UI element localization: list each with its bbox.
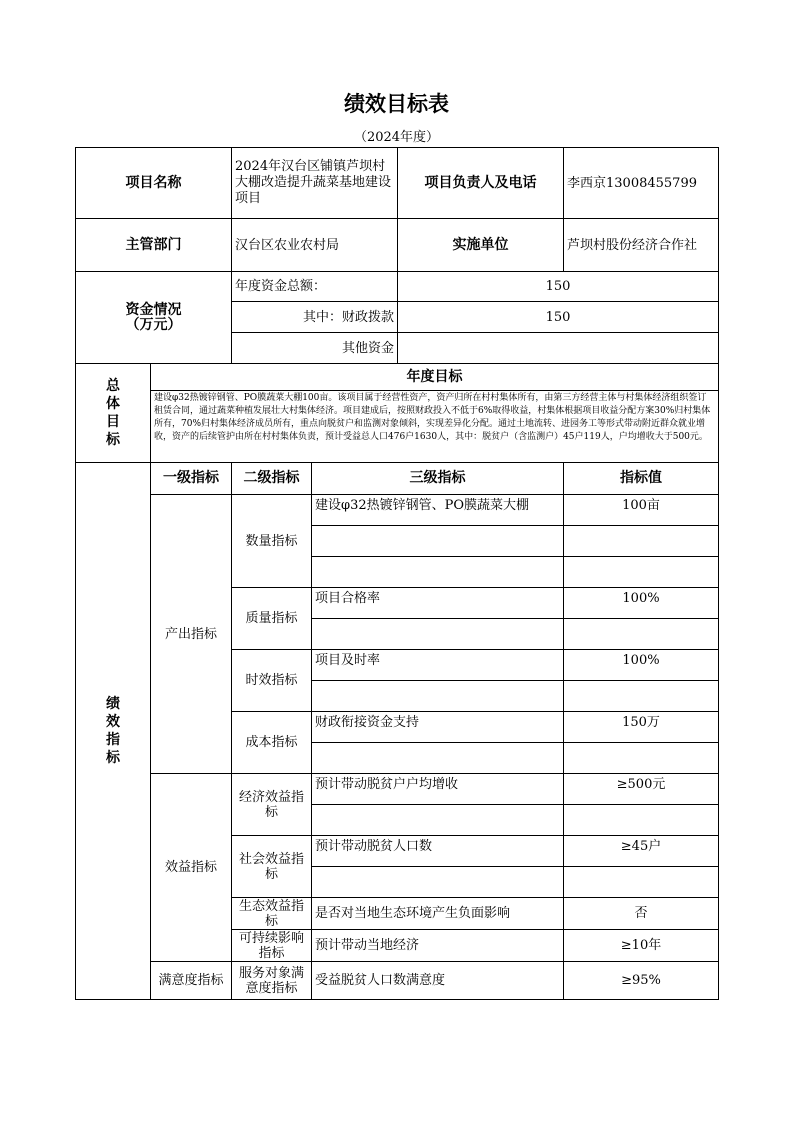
performance-target-table bbox=[75, 147, 719, 1000]
service-satisfaction-label: 服务对象满意度指标 bbox=[232, 962, 312, 1000]
cost-l3-2 bbox=[312, 743, 564, 774]
quantity-value-2 bbox=[564, 526, 719, 557]
annual-target-label: 年度目标 bbox=[151, 364, 719, 391]
header-level3: 三级指标 bbox=[312, 463, 564, 495]
funds-fiscal-label: 其中：财政拨款 bbox=[232, 302, 398, 333]
econ-l3-2 bbox=[312, 805, 564, 836]
time-indicator-label: 时效指标 bbox=[232, 650, 312, 712]
performance-indicator-label bbox=[76, 463, 151, 1000]
project-name-value: 2024年汉台区铺镇芦坝村大棚改造提升蔬菜基地建设项目 bbox=[232, 148, 398, 219]
quality-l3-2 bbox=[312, 619, 564, 650]
funds-label-line1: 资金情况 bbox=[125, 301, 182, 318]
sustain-indicator-label: 可持续影响指标 bbox=[232, 930, 312, 962]
quality-l3-1: 项目合格率 bbox=[312, 588, 564, 619]
cost-indicator-label: 成本指标 bbox=[232, 712, 312, 774]
impl-label: 实施单位 bbox=[398, 219, 564, 272]
page-subtitle: （2024年度） bbox=[353, 130, 440, 145]
quality-indicator-label: 质量指标 bbox=[232, 588, 312, 650]
responsible-value: 李西京13008455799 bbox=[564, 148, 719, 219]
funds-total-value: 150 bbox=[398, 272, 719, 302]
funds-label bbox=[76, 272, 232, 364]
output-indicator-label: 产出指标 bbox=[151, 495, 232, 774]
social-l3-2 bbox=[312, 867, 564, 898]
quantity-indicator-label: 数量指标 bbox=[232, 495, 312, 588]
responsible-label: 项目负责人及电话 bbox=[398, 148, 564, 219]
header-level1: 一级指标 bbox=[151, 463, 232, 495]
quality-value-1: 100% bbox=[564, 588, 719, 619]
social-value-1: ≥45户 bbox=[564, 836, 719, 867]
page-title: 绩效目标表 bbox=[344, 92, 449, 116]
eco-indicator-label: 生态效益指标 bbox=[232, 898, 312, 930]
cost-l3-1: 财政衔接资金支持 bbox=[312, 712, 564, 743]
satisfaction-indicator-label: 满意度指标 bbox=[151, 962, 232, 1000]
time-l3-1: 项目及时率 bbox=[312, 650, 564, 681]
funds-total-label: 年度资金总额： bbox=[232, 272, 398, 302]
perf-char-4: 标 bbox=[106, 750, 120, 766]
funds-other-label: 其他资金 bbox=[232, 333, 398, 364]
satisfaction-value: ≥95% bbox=[564, 962, 719, 1000]
cost-value-1: 150万 bbox=[564, 712, 719, 743]
annual-target-text: 建设φ32热镀锌钢管、PO膜蔬菜大棚100亩。该项目属于经营性资产，资产归所在村村集体所有，由第三方经营主体与村集体经济组织签订租赁合同，通过蔬菜种植发展壮大村集体经济。项目建成后，按照财政投入不低于6%取得收益，村集体根据项目收益分配方案30%归村集体所有，70%归村集体经济成员所有，重点向脱贫户和监测对象倾斜，实现差异化分配。通过土地流转、进园务工等形式带动附近群众就业增收，资产的后续管护由所在村村集体负责，预计受益总人口476户1630人，其中：脱贫户（含监测户）45户119人，户均增收大于500元。 bbox=[151, 391, 719, 463]
benefit-indicator-label: 效益指标 bbox=[151, 774, 232, 962]
dept-label: 主管部门 bbox=[76, 219, 232, 272]
sustain-value: ≥10年 bbox=[564, 930, 719, 962]
quantity-l3-2 bbox=[312, 526, 564, 557]
funds-fiscal-value: 150 bbox=[398, 302, 719, 333]
quantity-value-1: 100亩 bbox=[564, 495, 719, 526]
econ-l3-1: 预计带动脱贫户户均增收 bbox=[312, 774, 564, 805]
sustain-l3: 预计带动当地经济 bbox=[312, 930, 564, 962]
overall-char-4: 标 bbox=[106, 432, 120, 448]
perf-char-2: 效 bbox=[106, 714, 120, 730]
overall-char-3: 目 bbox=[106, 414, 120, 430]
time-l3-2 bbox=[312, 681, 564, 712]
satisfaction-l3: 受益脱贫人口数满意度 bbox=[312, 962, 564, 1000]
funds-label-line2: （万元） bbox=[125, 316, 182, 333]
header-level2: 二级指标 bbox=[232, 463, 312, 495]
overall-char-2: 体 bbox=[106, 396, 120, 412]
quality-value-2 bbox=[564, 619, 719, 650]
impl-value: 芦坝村股份经济合作社 bbox=[564, 219, 719, 272]
time-value-2 bbox=[564, 681, 719, 712]
cost-value-2 bbox=[564, 743, 719, 774]
econ-indicator-label: 经济效益指标 bbox=[232, 774, 312, 836]
overall-char-1: 总 bbox=[106, 378, 120, 394]
social-indicator-label: 社会效益指标 bbox=[232, 836, 312, 898]
project-name-label: 项目名称 bbox=[76, 148, 232, 219]
overall-target-label bbox=[76, 364, 151, 463]
header-value: 指标值 bbox=[564, 463, 719, 495]
quantity-l3-1: 建设φ32热镀锌钢管、PO膜蔬菜大棚 bbox=[312, 495, 564, 526]
perf-char-3: 指 bbox=[106, 732, 120, 748]
econ-value-2 bbox=[564, 805, 719, 836]
econ-value-1: ≥500元 bbox=[564, 774, 719, 805]
funds-other-value bbox=[398, 333, 719, 364]
quantity-l3-3 bbox=[312, 557, 564, 588]
social-value-2 bbox=[564, 867, 719, 898]
time-value-1: 100% bbox=[564, 650, 719, 681]
perf-char-1: 绩 bbox=[106, 696, 120, 712]
eco-value: 否 bbox=[564, 898, 719, 930]
eco-l3: 是否对当地生态环境产生负面影响 bbox=[312, 898, 564, 930]
social-l3-1: 预计带动脱贫人口数 bbox=[312, 836, 564, 867]
quantity-value-3 bbox=[564, 557, 719, 588]
dept-value: 汉台区农业农村局 bbox=[232, 219, 398, 272]
